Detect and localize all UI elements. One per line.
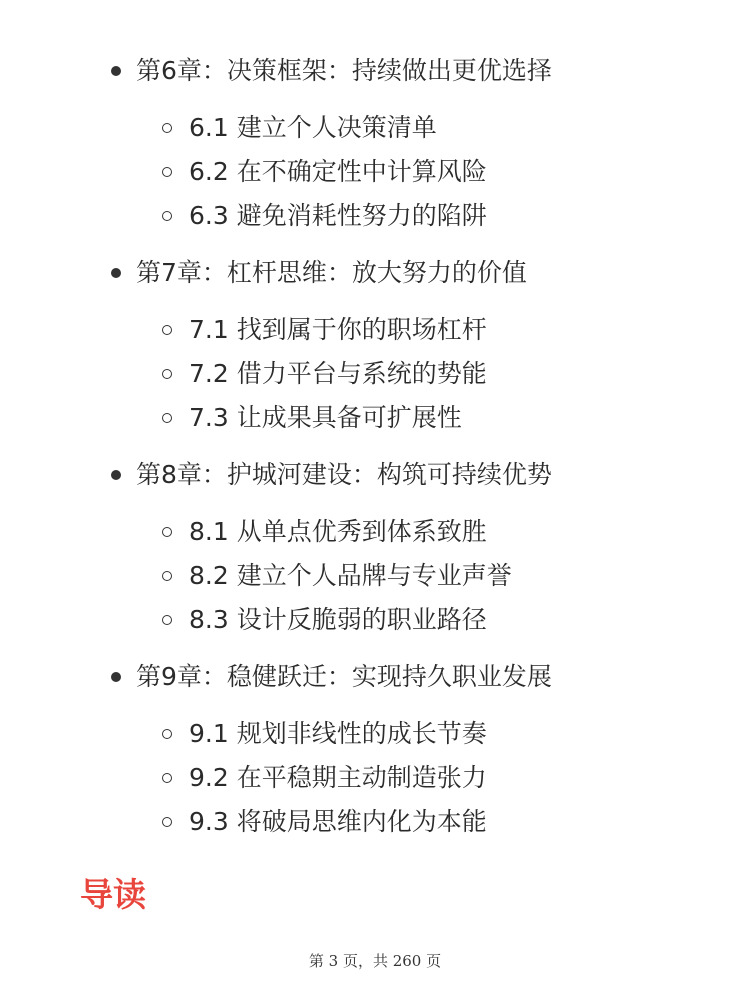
section-title: 6.2 在不确定性中计算风险 <box>189 157 487 186</box>
hollow-bullet-icon <box>162 571 172 581</box>
section-item[interactable] <box>0 400 750 436</box>
section-title: 6.1 建立个人决策清单 <box>189 113 437 142</box>
section-item[interactable] <box>0 356 750 392</box>
section-item[interactable] <box>0 558 750 594</box>
section-item[interactable] <box>0 760 750 796</box>
filled-bullet-icon <box>111 470 121 480</box>
section-title: 8.2 建立个人品牌与专业声誉 <box>189 561 512 590</box>
section-title: 6.3 避免消耗性努力的陷阱 <box>189 201 487 230</box>
section-item[interactable] <box>0 514 750 550</box>
chapter-item[interactable] <box>0 254 750 294</box>
section-title: 7.3 让成果具备可扩展性 <box>189 403 462 432</box>
section-item[interactable] <box>0 154 750 190</box>
chapter-title: 第9章：稳健跃迁：实现持久职业发展 <box>136 662 552 691</box>
section-title: 9.1 规划非线性的成长节奏 <box>189 719 487 748</box>
hollow-bullet-icon <box>162 729 172 739</box>
section-item[interactable] <box>0 804 750 840</box>
hollow-bullet-icon <box>162 369 172 379</box>
hollow-bullet-icon <box>162 527 172 537</box>
hollow-bullet-icon <box>162 325 172 335</box>
section-item[interactable] <box>0 602 750 638</box>
hollow-bullet-icon <box>162 413 172 423</box>
hollow-bullet-icon <box>162 211 172 221</box>
filled-bullet-icon <box>111 66 121 76</box>
section-item[interactable] <box>0 716 750 752</box>
chapter-title: 第6章：决策框架：持续做出更优选择 <box>136 56 552 85</box>
chapter-title: 第7章：杠杆思维：放大努力的价值 <box>136 258 527 287</box>
hollow-bullet-icon <box>162 123 172 133</box>
chapter-item[interactable] <box>0 52 750 92</box>
section-item[interactable] <box>0 198 750 234</box>
hollow-bullet-icon <box>162 615 172 625</box>
chapter-title: 第8章：护城河建设：构筑可持续优势 <box>136 460 552 489</box>
chapter-item[interactable] <box>0 456 750 496</box>
section-title: 8.1 从单点优秀到体系致胜 <box>189 517 487 546</box>
section-title: 7.1 找到属于你的职场杠杆 <box>189 315 487 344</box>
section-title: 8.3 设计反脆弱的职业路径 <box>189 605 487 634</box>
filled-bullet-icon <box>111 268 121 278</box>
hollow-bullet-icon <box>162 817 172 827</box>
section-item[interactable] <box>0 110 750 146</box>
section-heading: 导读 <box>80 875 146 914</box>
hollow-bullet-icon <box>162 167 172 177</box>
section-title: 7.2 借力平台与系统的势能 <box>189 359 487 388</box>
chapter-item[interactable] <box>0 658 750 698</box>
section-title: 9.2 在平稳期主动制造张力 <box>189 763 487 792</box>
section-title: 9.3 将破局思维内化为本能 <box>189 807 487 836</box>
section-item[interactable] <box>0 312 750 348</box>
hollow-bullet-icon <box>162 773 172 783</box>
page-footer: 第 3 页，共 260 页 <box>308 952 442 970</box>
filled-bullet-icon <box>111 672 121 682</box>
